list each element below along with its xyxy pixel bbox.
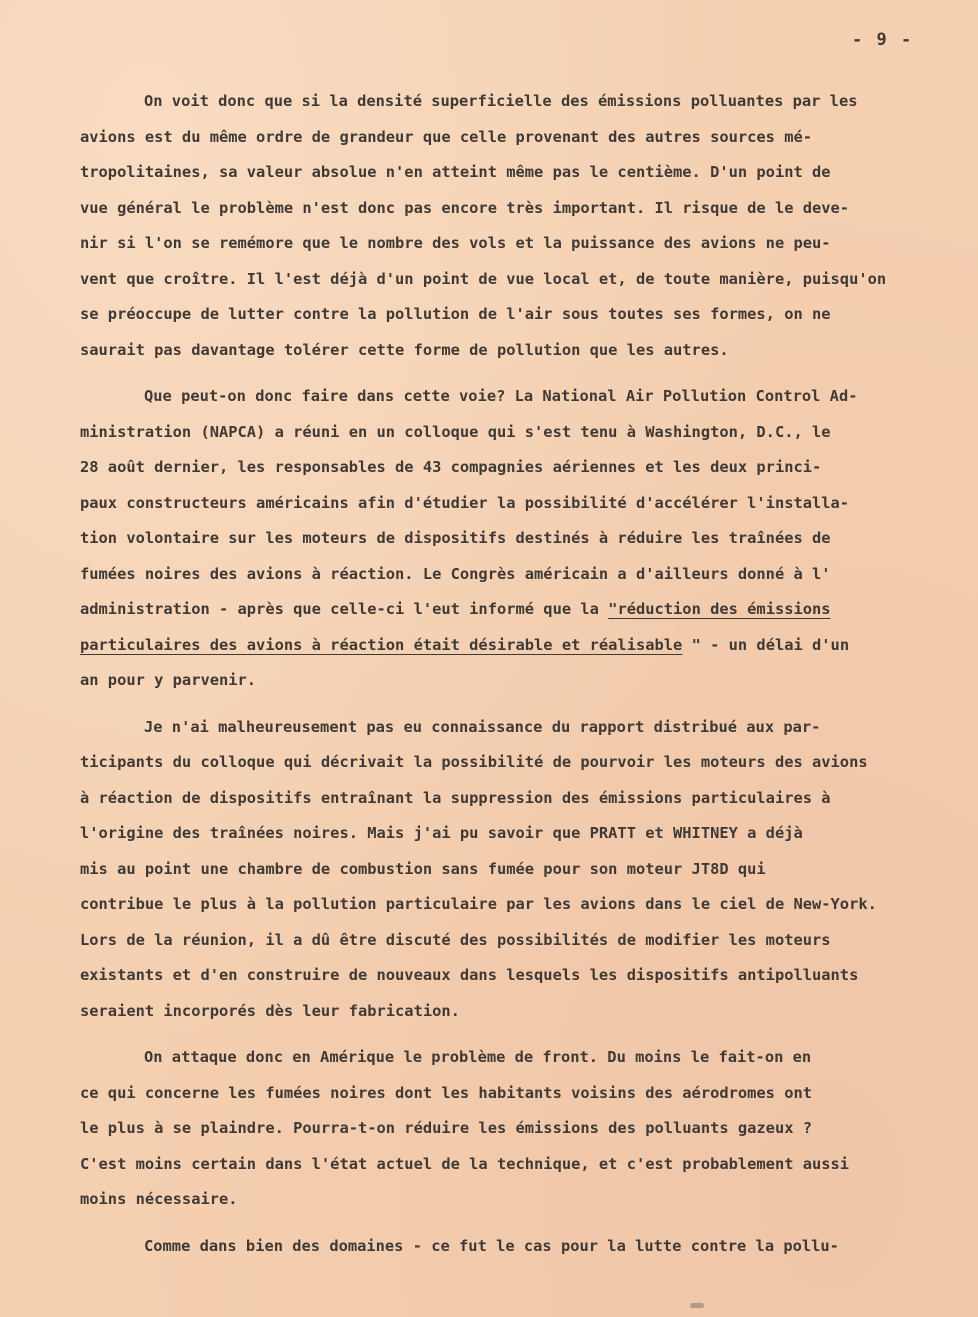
- text-line: à réaction de dispositifs entraînant la suppression des émissions particulaires à: [80, 788, 831, 807]
- paragraph-gap: [80, 1029, 960, 1040]
- text-line: ce qui concerne les fumées noires dont les habitants voisins des aérodromes ont: [80, 1083, 813, 1102]
- text-line: saurait pas davantage tolérer cette forme de pollution que les autres.: [80, 340, 729, 359]
- text-line: le plus à se plaindre. Pourra-t-on réduire les émissions des polluants gazeux ?: [80, 1119, 813, 1137]
- text-line: vue général le problème n'est donc pas encore très important. Il risque de le deve-: [80, 198, 850, 217]
- underlined-quote: "réduction des émissions: [608, 600, 831, 618]
- text-line: [80, 628, 960, 664]
- text-line: avions est du même ordre de grandeur que celle provenant des autres sources mé-: [80, 127, 813, 146]
- text-line: [80, 592, 960, 628]
- paragraph-gap: [80, 699, 960, 710]
- text-line: Que peut-on donc faire dans cette voie? La National Air Pollution Control Ad-: [144, 387, 858, 405]
- paper-smudge: [690, 1303, 704, 1308]
- paragraph-3: [80, 710, 960, 1030]
- text-line: vent que croître. Il l'est déjà d'un point de vue local et, de toute manière, puisqu'on: [80, 269, 887, 288]
- paragraph-gap: [80, 1218, 960, 1229]
- text-line: Comme dans bien des domaines - ce fut le cas pour la lutte contre la pollu-: [144, 1236, 839, 1255]
- text-line: moins nécessaire.: [80, 1190, 238, 1208]
- text-line: Je n'ai malheureusement pas eu connaissance du rapport distribué aux par-: [144, 717, 821, 736]
- text-line: On voit donc que si la densité superficielle des émissions polluantes par les: [144, 92, 858, 110]
- text-segment: administration - après que celle-ci l'eut informé que la: [80, 600, 609, 618]
- text-line: seraient incorporés dès leur fabrication.: [80, 1001, 460, 1020]
- text-line: C'est moins certain dans l'état actuel de la technique, et c'est probablement aussi: [80, 1154, 850, 1173]
- paragraph-4: [80, 1040, 960, 1218]
- text-line: an pour y parvenir.: [80, 671, 257, 689]
- text-line: ministration (NAPCA) a réuni en un colloque qui s'est tenu à Washington, D.C., le: [80, 422, 831, 441]
- text-line: contribue le plus à la pollution particulaire par les avions dans le ciel de New-York.: [80, 895, 877, 913]
- body-text: [80, 84, 960, 1264]
- text-line: ticipants du colloque qui décrivait la possibilité de pourvoir les moteurs des avions: [80, 753, 868, 771]
- text-line: existants et d'en construire de nouveaux dans lesquels les dispositifs antipolluants: [80, 966, 859, 984]
- paragraph-2: [80, 379, 960, 699]
- text-line: tion volontaire sur les moteurs de dispositifs destinés à réduire les traînées de: [80, 529, 831, 547]
- page-number: - 9 -: [852, 30, 914, 50]
- text-line: On attaque donc en Amérique le problème de front. Du moins le fait-on en: [144, 1048, 812, 1066]
- paragraph-5: [80, 1229, 960, 1265]
- text-segment: " - un délai d'un: [682, 635, 850, 654]
- paragraph-gap: [80, 368, 960, 379]
- text-line: l'origine des traînées noires. Mais j'ai pu savoir que PRATT et WHITNEY a déjà: [80, 824, 803, 842]
- text-line: se préoccupe de lutter contre la pollution de l'air sous toutes ses formes, on ne: [80, 305, 831, 323]
- text-line: fumées noires des avions à réaction. Le Congrès américain a d'ailleurs donné à l': [80, 564, 831, 583]
- text-line: Lors de la réunion, il a dû être discuté des possibilités de modifier les moteurs: [80, 930, 831, 949]
- text-line: nir si l'on se remémore que le nombre des vols et la puissance des avions ne peu-: [80, 234, 831, 252]
- text-line: paux constructeurs américains afin d'étudier la possibilité d'accélérer l'installa-: [80, 493, 850, 512]
- underlined-quote: particulaires des avions à réaction était désirable et réalisable: [80, 635, 683, 654]
- paragraph-1: [80, 84, 960, 368]
- text-line: tropolitaines, sa valeur absolue n'en atteint même pas le centième. D'un point de: [80, 163, 831, 181]
- text-line: mis au point une chambre de combustion sans fumée pour son moteur JT8D qui: [80, 859, 766, 878]
- text-line: 28 août dernier, les responsables de 43 compagnies aériennes et les deux princi-: [80, 458, 822, 476]
